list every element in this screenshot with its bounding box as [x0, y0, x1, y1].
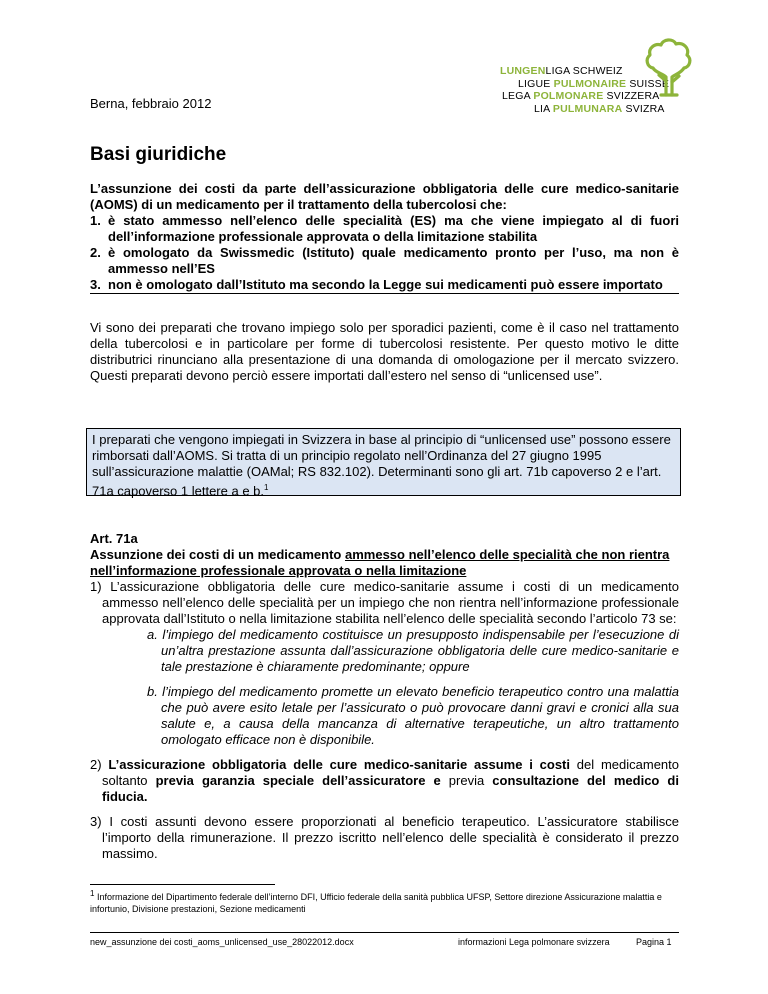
footer-page-number: Pagina 1 [636, 937, 672, 947]
intro-list [90, 213, 679, 293]
list-item: 3. non è omologato dall’Istituto ma secondo la Legge sui medicamenti può essere importato [90, 277, 663, 292]
article-sub-b: b. l’impiego del medicamento promette un elevato beneficio terapeutico contro una malattia che può avere esito letale per l’assicurato o può provocare danni gravi e cronici alla sua salute e, a causa della mancanza di alternative terapeutiche, un altro trattamento omologato efficace non è disponibile. [147, 684, 679, 747]
footer-divider [90, 932, 679, 933]
intro-section [90, 181, 679, 293]
article-paragraph-3: 3) I costi assunti devono essere proporzionati al beneficio terapeutico. L’assicuratore stabilisce l’importo della rimunerazione. Il prezzo iscritto nell’elenco delle specialità è considerato il prezzo massimo. [90, 814, 679, 861]
highlight-box-text: I preparati che vengono impiegati in Svizzera in base al principio di “unlicensed use” possono essere rimborsati dall’AOMS. Si tratta di un principio regolato nell’Ordinanza del 27 giugno 1995 sull’assicurazione malattie (OAMal; RS 832.102). Determinanti sono gli art. 71b capoverso 2 e l’art. 71a capoverso 1 lettere a e b. [92, 432, 671, 499]
article-heading: Assunzione dei costi di un medicamento ammesso nell’elenco delle specialità che non rientra nell’informazione professionale approvata o nella limitazione [90, 547, 670, 578]
article-paragraph-1: 1) L’assicurazione obbligatoria delle cure medico-sanitarie assume i costi di un medicamento ammesso nell’elenco delle specialità per un impiego che non rientra nell’informazione professionale approvata dall’Istituto o nella limitazione stabilita nell’elenco delle specialità secondo l’articolo 73 se: [90, 579, 679, 626]
logo-line-2: LIGUE PULMONAIRE SUISSE [518, 77, 670, 90]
paragraph-unlicensed-use: Vi sono dei preparati che trovano impiego solo per sporadici pazienti, come è il caso nel trattamento della tubercolosi e in particolare per forme di tubercolosi resistente. Per questo motivo le ditte distributrici rinunciano alla presentazione di una domanda di omologazione per il mercato svizzero. Questi preparati devono perciò essere importati dall’estero nel senso di “unlicensed use”. [90, 320, 679, 383]
article-paragraph-2: 2) L’assicurazione obbligatoria delle cure medico-sanitarie assume i costi del medicamento soltanto previa garanzia speciale dell’assicuratore e previa consultazione del medico di fiducia. [90, 757, 679, 804]
logo-line-4: LIA PULMUNARA SVIZRA [534, 102, 665, 115]
article-71a [90, 531, 679, 862]
page-title: Basi giuridiche [90, 144, 227, 165]
footer-filename: new_assunzione dei costi_aoms_unlicensed_use_28022012.docx [90, 937, 354, 947]
logo-line-3: LEGA POLMONARE SVIZZERA [502, 90, 660, 102]
article-number: Art. 71a [90, 531, 138, 546]
footnote: $^1$ Informazione del Dipartimento federale dell’interno DFI, Ufficio federale della sanità pubblica UFSP, Settore direzione Assicurazione malattia e infortunio, Divisione prestazioni, Sezione medicamenti [90, 889, 662, 914]
logo-line-1: LUNGENLIGA SCHWEIZ [500, 65, 623, 77]
document-date: Berna, febbraio 2012 [90, 96, 212, 111]
footnote-ref[interactable]: 1 [264, 483, 269, 492]
intro-lead: L’assunzione dei costi da parte dell’assicurazione obbligatoria delle cure medico-sanitarie (AOMS) di un medicamento per il trattamento della tubercolosi che: [90, 181, 679, 212]
section-divider [90, 293, 679, 294]
tree-logo-icon [644, 37, 694, 99]
highlight-box [86, 428, 681, 499]
list-item: 2. è omologato da Swissmedic (Istituto) quale medicamento pronto per l’uso, ma non è ammesso nell’ES [90, 245, 679, 276]
article-sub-a: a. l’impiego del medicamento costituisce un presupposto indispensabile per l’esecuzione di un’altra prestazione assunta dall’assicurazione obbligatoria delle cure medico-sanitarie e tale prestazione è chiaramente predominante; oppure [147, 627, 679, 674]
footnote-separator [90, 884, 275, 885]
list-item: 1. è stato ammesso nell’elenco delle specialità (ES) ma che viene impiegato al di fuori dell’informazione professionale approvata o della limitazione stabilita [90, 213, 679, 244]
footer-center: informazioni Lega polmonare svizzera [458, 937, 610, 947]
